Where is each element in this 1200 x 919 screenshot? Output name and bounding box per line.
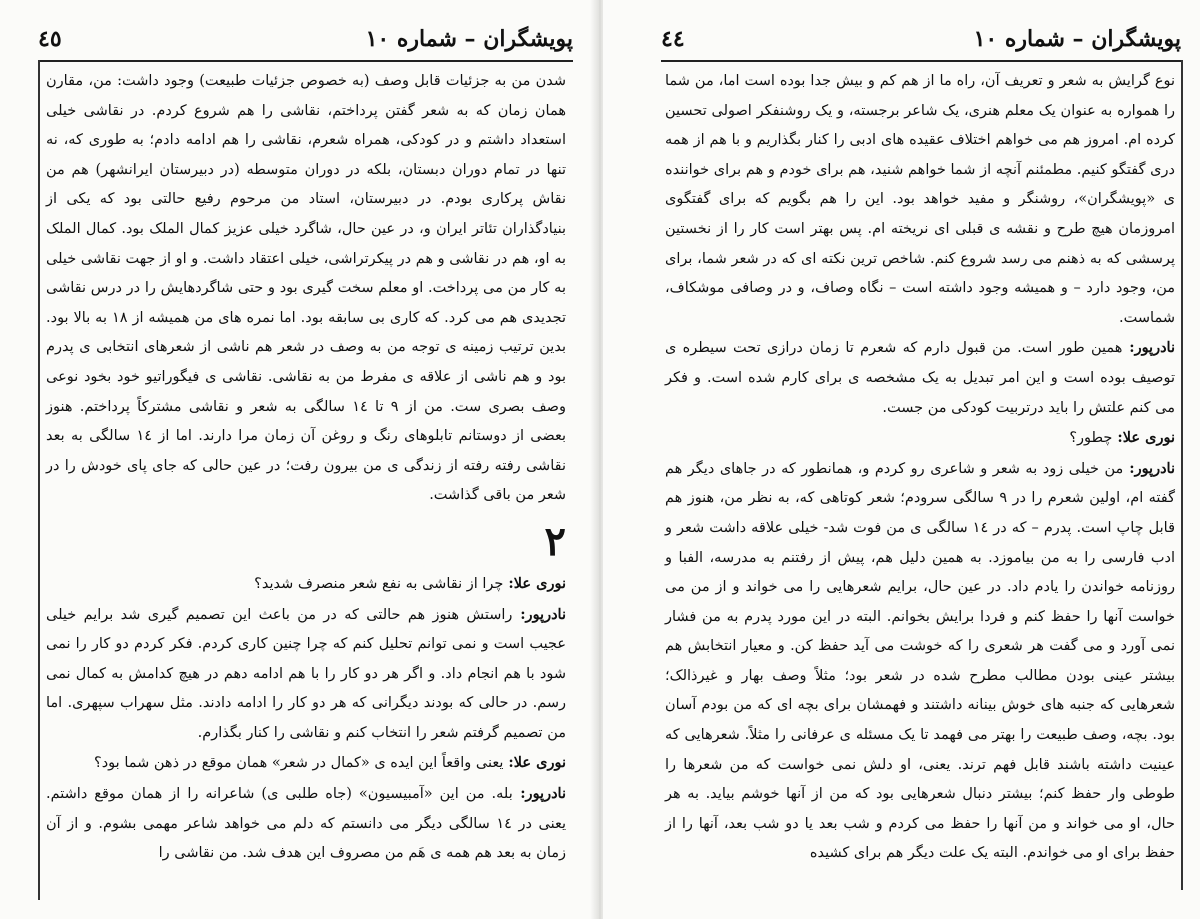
speaker-label: نوری علا: — [1112, 429, 1175, 447]
left-header-rule — [38, 60, 573, 62]
speaker-label: نادرپور: — [512, 605, 567, 623]
paragraph — [46, 569, 566, 600]
left-page — [0, 0, 597, 919]
paragraph — [665, 66, 1175, 333]
paragraph — [46, 779, 566, 869]
paragraph — [665, 454, 1175, 869]
paragraph-text: یعنی واقعاً این ایده ی «کمال در شعر» همان موقع در ذهن شما بود؟ — [94, 755, 504, 772]
right-page-header — [661, 22, 1181, 56]
right-page — [603, 0, 1200, 919]
paragraph — [46, 600, 566, 749]
left-margin-line — [38, 60, 40, 900]
speaker-label: نادرپور: — [1122, 339, 1176, 357]
paragraph-text: چطور؟ — [1069, 430, 1113, 447]
paragraph — [46, 748, 566, 779]
paragraph-text: راستش هنوز هم حالتی که در من باعث این تصمیم گیری شد برایم خیلی عجیب است و نمی توانم تحلیل کنم که چرا چنین کاری کردم. فکر کردم دو کار را نمی شود با هم انجام داد. و اگر هر دو کار را با هم ادامه دهم در هیچ کدامش به کمال نمی رسم. در حالی که بودند دیگرانی که هر دو کار را ادامه دادند. مثل سهراب سپهری. اما من تصمیم گرفتم شعر را انتخاب کنم و نقاشی را کنار بگذارم. — [46, 606, 566, 741]
paragraph — [46, 66, 566, 511]
speaker-label: نادرپور: — [1123, 459, 1176, 477]
right-margin-line — [1181, 60, 1183, 890]
paragraph-text: بله. من این «آمبیسیون» (جاه طلبی ی) شاعرانه را از همان موقع داشتم. یعنی در ۱٤ سالگی دیگر می دانستم که دلم می خواهد شاعر مهمی بشوم. و از آن زمان به بعد هم همه ی هَم من مصروف این هدف شد. من نقاشی را — [46, 786, 566, 862]
right-header-rule — [661, 60, 1181, 62]
left-page-header — [38, 22, 573, 56]
speaker-label: نادرپور: — [512, 785, 567, 803]
paragraph-text: همین طور است. من قبول دارم که شعرم تا زمان درازی تحت سیطره ی توصیف بوده است و این امر تبدیل به یک مشخصه ی برای کارم شده است. و فکر می کنم علتش را باید درتربیت کودکی من جست. — [665, 340, 1175, 416]
paragraph-text: شدن من به جزئیات قابل وصف (به خصوص جزئیات طبیعت) وجود داشت: من، مقارن همان زمان که به شعر گفتن پرداختم، نقاشی را هم شروع کردم. در نقاشی خیلی استعداد داشتم و در کودکی، همراه شعرم، نقاشی را هم ادامه دادم؛ به طوری که، نه تنها در تمام دوران دبستان، بلکه در دوران متوسطه (در دبیرستان ایرانشهر) هم من نقاش پرکاری بودم. در دبیرستان، استاد من مرحوم رفیع حالتی بود که یکی از بنیادگذاران تئاتر ایران و، در عین حال، شاگرد خیلی عزیز کمال الملک بود. کمال الملک به او، هم در نقاشی و هم در پیکرتراشی، خیلی اعتقاد داشت. و او از جهت نقاشی خیلی به کار من می پرداخت. او معلم سخت گیری بود و حتی شاگردهایش را در درس نقاشی تجدیدی هم می کرد. که کاری بی سابقه بود. اما نمره های من همیشه از ۱۸ به بالا بود. بدین ترتیب زمینه ی توجه من به وصف در شعر هم ناشی از شعرهای انتخابی ی پدرم بود و هم ناشی از علاقه ی مفرط من به نقاشی. نقاشی ی فیگوراتیو خود بخود نوعی وصف بصری ست. من از ۹ تا ۱٤ سالگی به شعر و نقاشی مشترکاً پرداختم. هنوز بعضی از دوستانم تابلوهای رنگ و روغن آن زمان مرا دارند. اما از ۱٤ سالگی به بعد نقاشی رفته رفته از زندگی ی من بیرون رفت؛ در عین حالی که جای پای خودش را در شعر من باقی گذاشت. — [46, 73, 566, 504]
right-page-body — [665, 66, 1175, 869]
right-running-head: پویشگران – شماره ۱۰ — [973, 26, 1181, 52]
left-page-body — [46, 66, 566, 869]
left-running-head: پویشگران – شماره ۱۰ — [365, 26, 573, 52]
speaker-label: نوری علا: — [503, 574, 566, 592]
paragraph-text: من خیلی زود به شعر و شاعری رو کردم و، همانطور که در جاهای دیگر هم گفته ام، اولین شعرم را در ۹ سالگی سرودم؛ شعر کوتاهی که، به نظر من، هنوز هم قابل چاپ است. پدرم – که در ۱٤ سالگی ی من فوت شد- خیلی علاقه داشت شعر و ادب فارسی را به من بیاموزد. به همین دلیل هم، پیش از رفتنم به مدرسه، الفبا و روزنامه خواندن را یادم داد. در عین حال، برایم شعرهایی را می خواند و از من می خواست آنها را حفظ کنم و فردا برایش بخوانم. البته در این مورد پدرم به من فشار نمی آورد و می گفت هر شعری را که خوشت می آید حفظ کن. و معیار انتخابش هم بیشتر عینی بودن مطالب مطرح شده در شعر بود؛ مثلاً وصف بهار و غیرذالک؛ شعرهایی که جنبه های خوش بینانه داشتند و فهمشان برای بچه ای که من بودم آسان بود. بچه، وصف طبیعت را بهتر می فهمد تا یک مسئله ی عرفانی را مثلاً. شعرهایی که عینیت داشته باشند قابل فهم ترند. یعنی، او دلش نمی خواست که من شعرها را طوطی وار حفظ کنم؛ بیشتر دنبال شعرهایی بود که من از آنها خوشم بیاید. به هر حال، او می خواند و من آنها را حفظ می کردم و شب بعد یا دو شب بعد، آنها را از حفظ برای او می خواندم. البته یک علت دیگر هم برای کشیده — [665, 460, 1176, 862]
paragraph — [665, 423, 1175, 454]
section-number: ۲ — [544, 517, 566, 565]
right-page-number: ٤٤ — [661, 26, 685, 52]
left-page-number: ٤٥ — [38, 26, 62, 52]
paragraph-text: چرا از نقاشی به نفع شعر منصرف شدید؟ — [254, 575, 504, 592]
paragraph — [665, 333, 1175, 423]
speaker-label: نوری علا: — [503, 754, 566, 772]
paragraph-text: نوع گرایش به شعر و تعریف آن، راه ما از هم کم و بیش جدا بوده است اما، من شما را همواره به عنوان یک معلم هنری، یک شاعر برجسته، و یک روشنفکر اصولی تحسین کرده ام. امروز هم می خواهم اختلاف عقیده های ادبی را کنار بگذاریم و با هم از همه دری گفتگو کنیم. مطمئنم آنچه از شما خواهم شنید، هم برای خودم و هم برای خواننده ی «پویشگران»، روشنگر و مفید خواهد بود. این را هم بگویم که برای گفتگوی امروزمان هیچ طرح و نقشه ی قبلی ای نریخته ام. پس بهتر است کار را از نخستین پرسشی که به ذهنم می رسد شروع کنم. شاخص ترین نکته ای که در شعر شما، برای من، وجود دارد – و همیشه وجود داشته است – نگاه وصاف، و در وصافی موشکاف، شماست. — [665, 73, 1175, 326]
